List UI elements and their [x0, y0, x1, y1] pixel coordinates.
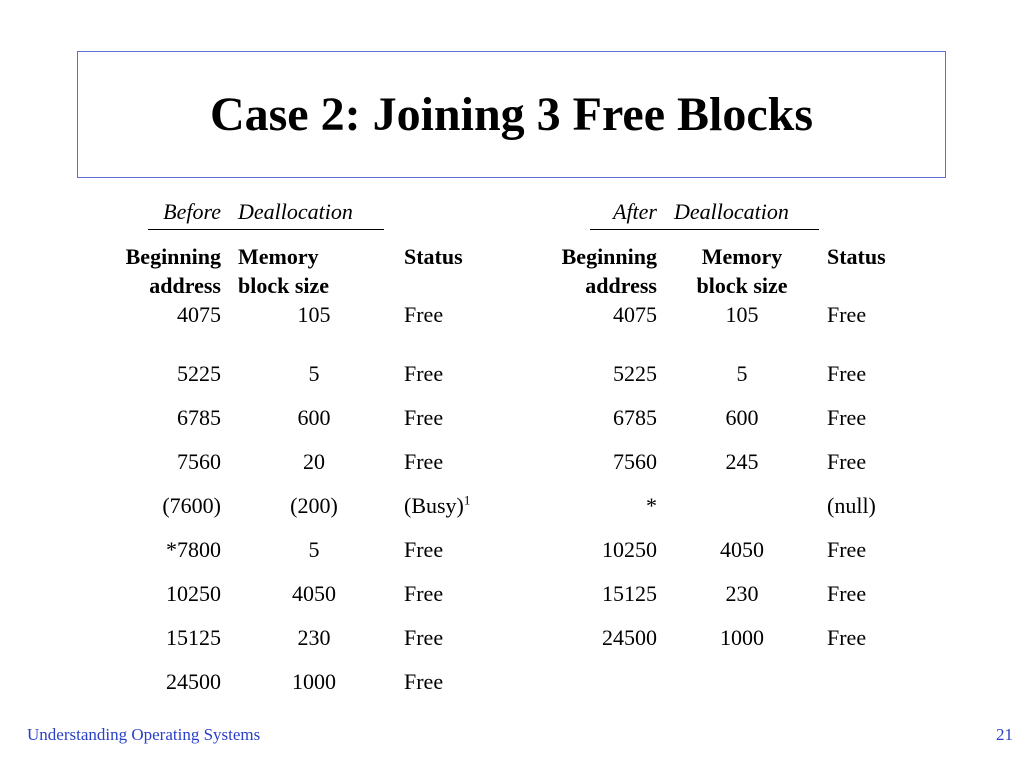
after-row-status: (null) [827, 493, 876, 518]
after-row-size: 105 [725, 302, 759, 327]
before-row-status: Free [404, 537, 444, 562]
before-row-status: Free [404, 449, 444, 474]
before-group-rule [148, 229, 384, 230]
after-label: After [613, 199, 657, 224]
before-size-header-line1: Memory [238, 244, 319, 269]
after-row-size: 245 [725, 449, 759, 474]
before-row-size: 1000 [292, 669, 336, 694]
before-address-header-line1: Beginning [125, 244, 221, 269]
footnote-marker: 1 [463, 492, 471, 508]
after-row-status: Free [827, 302, 867, 327]
page-number: 21 [996, 725, 1013, 744]
after-row-address: 4075 [613, 302, 657, 327]
after-row-address: 5225 [613, 361, 657, 386]
before-row-address: (7600) [162, 493, 221, 518]
before-row-status: Free [404, 669, 444, 694]
before-row-size: 600 [297, 405, 331, 430]
after-row-address: 7560 [613, 449, 657, 474]
after-row-status: Free [827, 537, 867, 562]
after-row-size: 230 [725, 581, 759, 606]
after-row-address: 24500 [602, 625, 657, 650]
after-row-status: Free [827, 361, 867, 386]
after-row-status: Free [827, 405, 867, 430]
before-address-header-line2: address [149, 273, 221, 298]
before-row-status: Free [404, 625, 444, 650]
before-row-status: Free [404, 361, 444, 386]
before-row-size: 230 [297, 625, 331, 650]
after-row-status: Free [827, 581, 867, 606]
after-row-size: 1000 [720, 625, 764, 650]
before-row-address: 7560 [177, 449, 221, 474]
after-row-address: 15125 [602, 581, 657, 606]
after-row-address: 6785 [613, 405, 657, 430]
after-status-header: Status [827, 244, 886, 269]
before-row-size: 20 [303, 449, 325, 474]
before-row-address: *7800 [166, 537, 221, 562]
before-status-header: Status [404, 244, 463, 269]
after-group-rule [590, 229, 819, 230]
before-row-size: 5 [308, 361, 320, 386]
before-label: Before [163, 199, 221, 224]
after-deallocation-label: Deallocation [674, 199, 789, 224]
after-row-status: Free [827, 449, 867, 474]
busy-status: (Busy) [404, 493, 464, 518]
before-row-status [404, 491, 470, 520]
before-row-address: 4075 [177, 302, 221, 327]
after-row-address: 10250 [602, 537, 657, 562]
after-size-header-line1: Memory [701, 244, 783, 269]
before-row-address: 15125 [166, 625, 221, 650]
before-row-status: Free [404, 302, 444, 327]
before-row-status: Free [404, 405, 444, 430]
slide-title: Case 2: Joining 3 Free Blocks [209, 88, 814, 141]
after-size-header-line2: block size [696, 273, 788, 298]
before-row-address: 24500 [166, 669, 221, 694]
before-row-size: (200) [290, 493, 338, 518]
title-box [77, 51, 946, 178]
after-row-address: * [646, 493, 657, 518]
before-row-status: Free [404, 581, 444, 606]
after-row-status: Free [827, 625, 867, 650]
before-deallocation-label: Deallocation [238, 199, 353, 224]
after-address-header-line2: address [585, 273, 657, 298]
before-row-address: 6785 [177, 405, 221, 430]
after-row-size: 5 [736, 361, 748, 386]
after-row-size: 4050 [720, 537, 764, 562]
before-size-header-line2: block size [238, 273, 330, 298]
before-row-address: 5225 [177, 361, 221, 386]
after-address-header-line1: Beginning [561, 244, 657, 269]
before-row-size: 105 [297, 302, 331, 327]
footer-title: Understanding Operating Systems [27, 725, 261, 744]
after-row-size: 600 [725, 405, 759, 430]
before-row-size: 4050 [292, 581, 336, 606]
before-row-address: 10250 [166, 581, 221, 606]
before-row-size: 5 [308, 537, 320, 562]
